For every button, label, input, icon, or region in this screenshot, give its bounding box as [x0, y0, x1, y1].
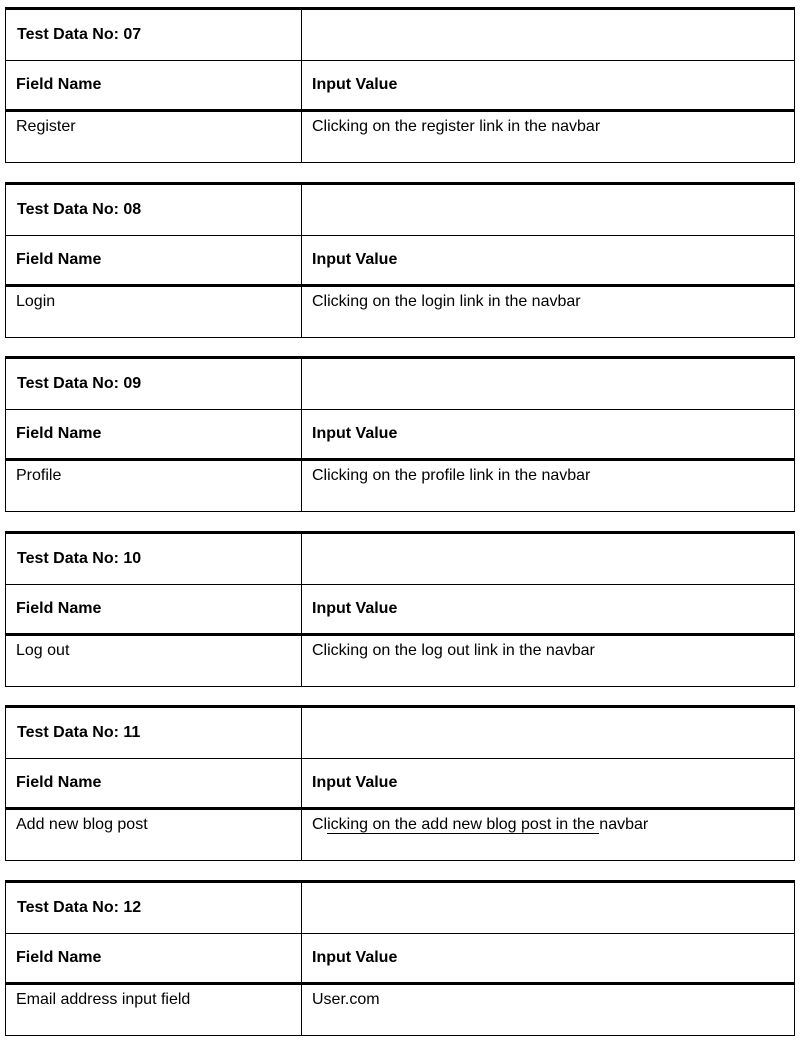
- value-suffix: navbar: [599, 816, 649, 833]
- test-data-table-09: [5, 356, 795, 512]
- test-data-title: Test Data No: 10: [6, 533, 302, 585]
- empty-cell: [302, 707, 795, 759]
- table-header-row: [6, 410, 795, 460]
- test-data-title: Test Data No: 12: [6, 882, 302, 934]
- test-data-table-11: [5, 705, 795, 861]
- table-data-row: [6, 460, 795, 512]
- field-name-header: Field Name: [6, 934, 302, 984]
- field-name-cell: Log out: [6, 635, 302, 687]
- input-value-cell: Clicking on the register link in the navbar: [302, 111, 795, 163]
- input-value-cell: User.com: [302, 984, 795, 1036]
- field-name-cell: Add new blog post: [6, 809, 302, 861]
- field-name-header: Field Name: [6, 236, 302, 286]
- table-data-row: [6, 286, 795, 338]
- test-data-title: Test Data No: 07: [6, 9, 302, 61]
- field-name-header: Field Name: [6, 61, 302, 111]
- table-title-row: [6, 9, 795, 61]
- input-value-header: Input Value: [302, 410, 795, 460]
- test-data-title: Test Data No: 09: [6, 358, 302, 410]
- table-data-row: [6, 111, 795, 163]
- empty-cell: [302, 9, 795, 61]
- test-data-table-07: [5, 7, 795, 163]
- empty-cell: [302, 882, 795, 934]
- table-title-row: [6, 882, 795, 934]
- value-prefix: Cl: [312, 816, 328, 833]
- table-data-row: [6, 809, 795, 861]
- field-name-cell: Register: [6, 111, 302, 163]
- test-data-table-08: [5, 182, 795, 338]
- input-value-header: Input Value: [302, 934, 795, 984]
- table-header-row: [6, 934, 795, 984]
- table-title-row: [6, 184, 795, 236]
- field-name-header: Field Name: [6, 410, 302, 460]
- field-name-cell: Email address input field: [6, 984, 302, 1036]
- empty-cell: [302, 358, 795, 410]
- field-name-header: Field Name: [6, 585, 302, 635]
- test-data-table-12: [5, 880, 795, 1036]
- input-value-header: Input Value: [302, 585, 795, 635]
- input-value-cell: Clicking on the log out link in the navbar: [302, 635, 795, 687]
- field-name-header: Field Name: [6, 759, 302, 809]
- input-value-header: Input Value: [302, 61, 795, 111]
- test-data-title: Test Data No: 08: [6, 184, 302, 236]
- table-title-row: [6, 707, 795, 759]
- input-value-header: Input Value: [302, 759, 795, 809]
- test-data-table-10: [5, 531, 795, 687]
- table-data-row: [6, 984, 795, 1036]
- empty-cell: [302, 184, 795, 236]
- empty-cell: [302, 533, 795, 585]
- input-value-cell: Clicking on the login link in the navbar: [302, 286, 795, 338]
- input-value-cell: Clicking on the profile link in the navbar: [302, 460, 795, 512]
- value-underlined: icking on the add new blog post in the: [327, 816, 600, 833]
- field-name-cell: Login: [6, 286, 302, 338]
- table-header-row: [6, 585, 795, 635]
- test-data-title: Test Data No: 11: [6, 707, 302, 759]
- input-value-header: Input Value: [302, 236, 795, 286]
- table-data-row: [6, 635, 795, 687]
- table-title-row: [6, 358, 795, 410]
- table-header-row: [6, 759, 795, 809]
- table-header-row: [6, 61, 795, 111]
- table-title-row: [6, 533, 795, 585]
- field-name-cell: Profile: [6, 460, 302, 512]
- input-value-cell: [302, 809, 795, 861]
- table-header-row: [6, 236, 795, 286]
